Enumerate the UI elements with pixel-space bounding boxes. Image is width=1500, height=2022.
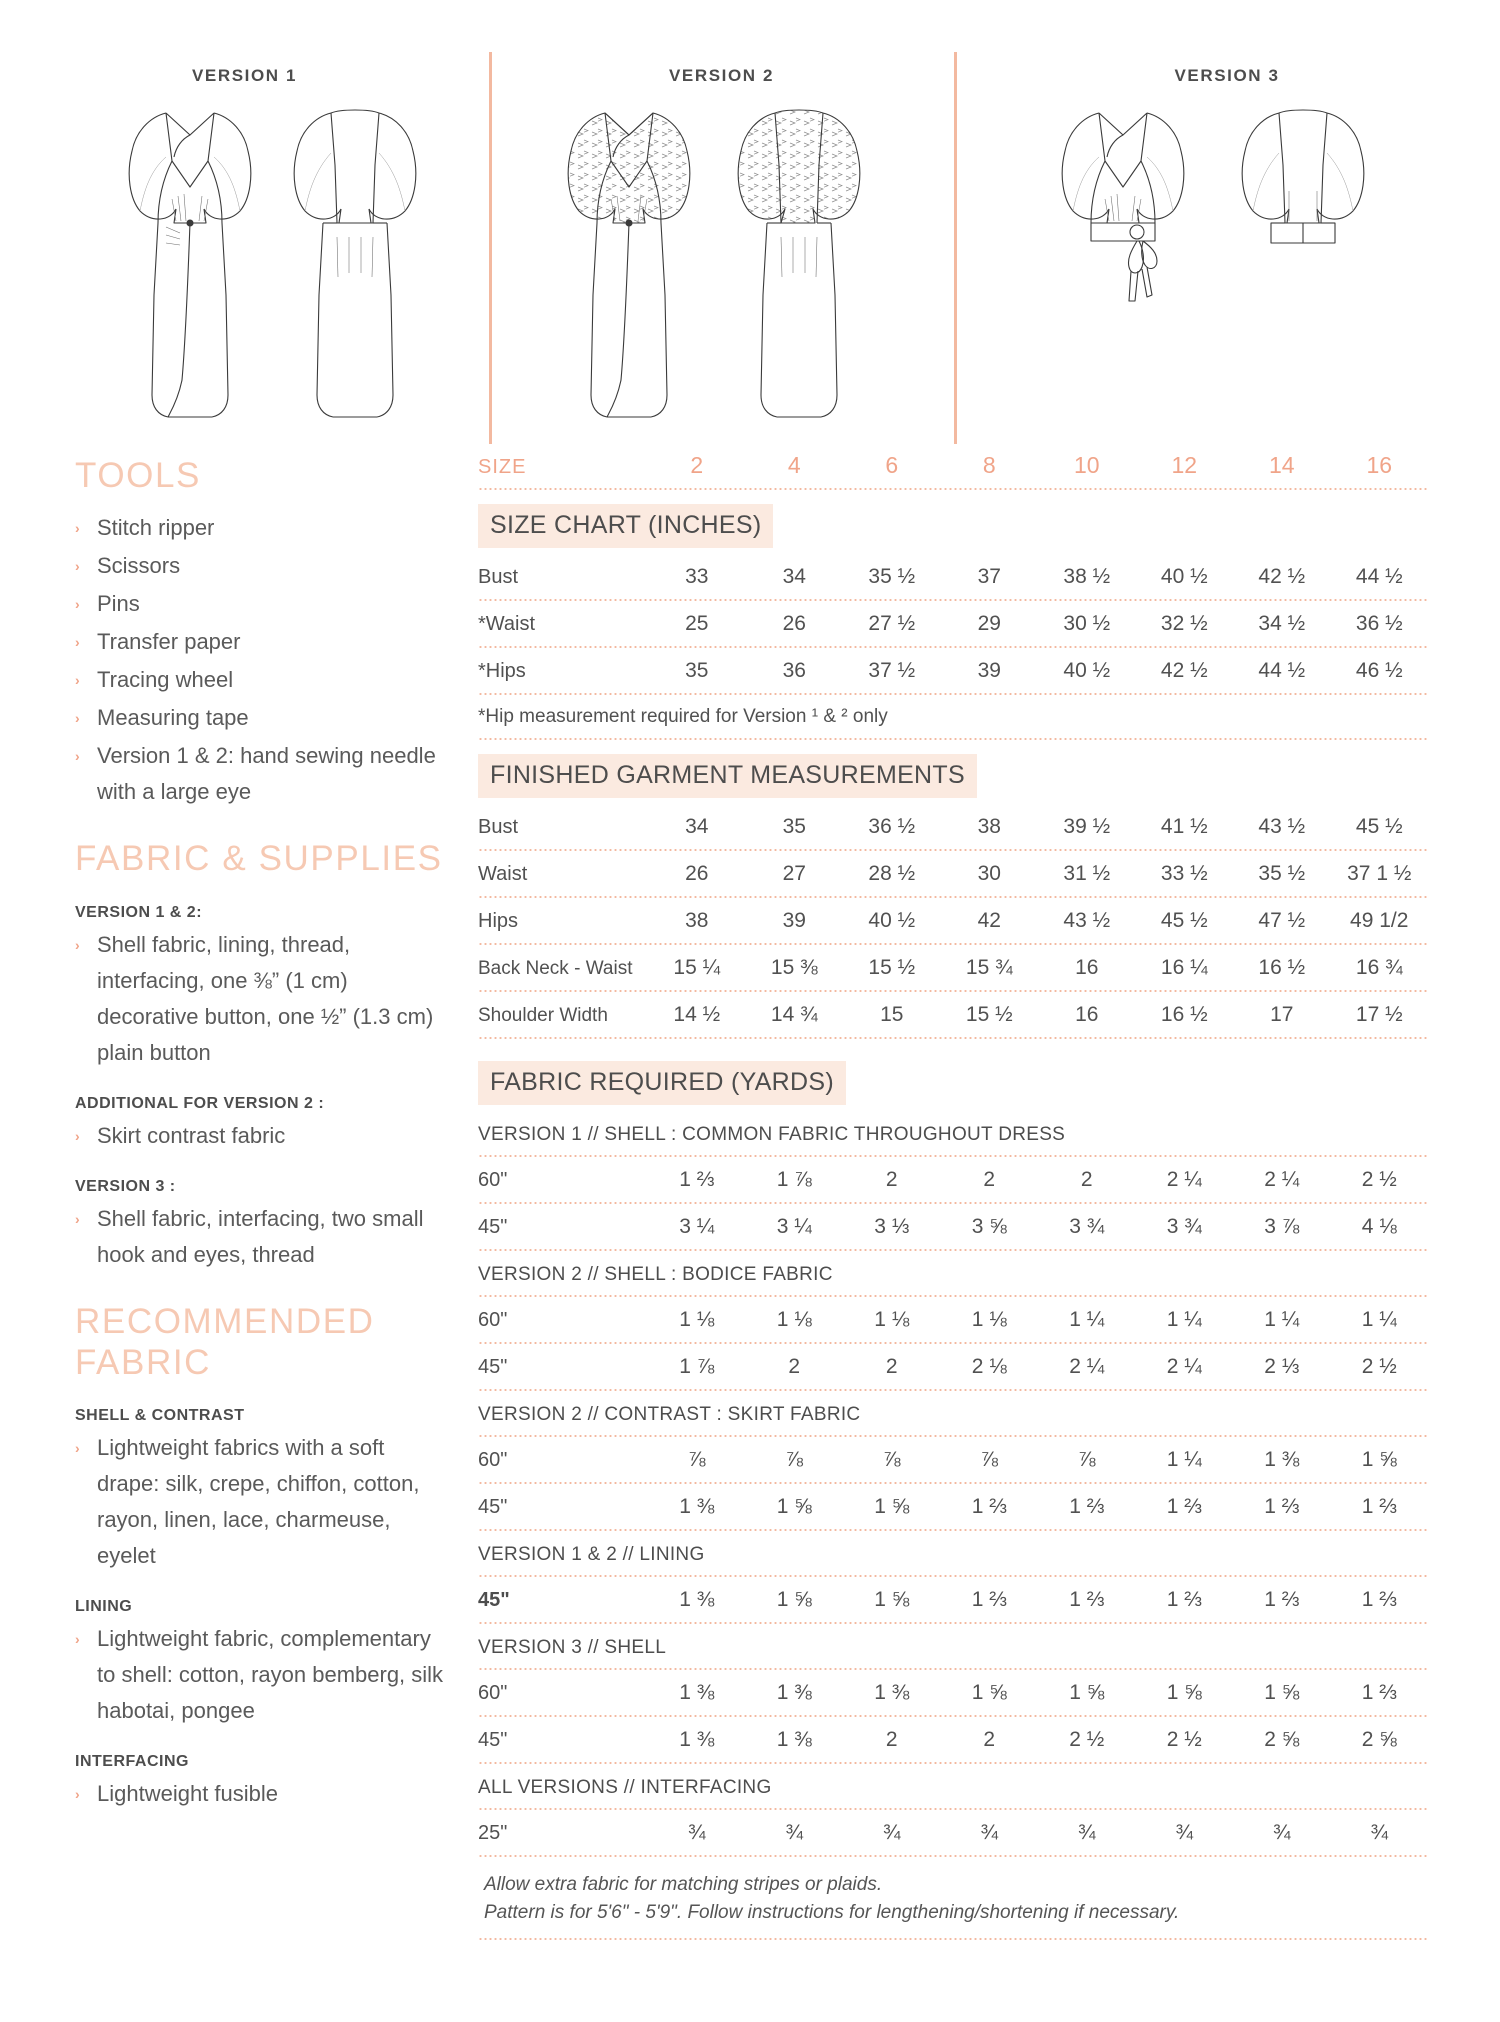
size-column-header: 12 bbox=[1171, 452, 1198, 478]
tools-list bbox=[75, 510, 445, 810]
table-row bbox=[478, 804, 1428, 849]
row-label: 45" bbox=[478, 1496, 508, 1518]
table-cell: 1 ⅔ bbox=[1264, 1588, 1300, 1611]
finished-garment-body bbox=[478, 804, 1428, 1039]
list-item bbox=[75, 548, 445, 584]
table-cell: 43 ½ bbox=[1063, 909, 1111, 932]
table-cell: 25 bbox=[685, 612, 709, 635]
list-item bbox=[75, 700, 445, 736]
table-cell: 2 ¼ bbox=[1264, 1168, 1300, 1191]
table-cell: 2 bbox=[788, 1355, 801, 1378]
size-chart-body bbox=[478, 554, 1428, 695]
table-cell: 14 ½ bbox=[673, 1003, 721, 1026]
list-item-label: Lightweight fabric, complementary to shell: cotton, rayon bemberg, silk habotai, pongee bbox=[97, 1626, 444, 1724]
table-cell: 37 1 ½ bbox=[1347, 862, 1412, 885]
fabric-required-title-band bbox=[478, 1061, 846, 1105]
table-cell: 44 ½ bbox=[1258, 659, 1306, 682]
row-label: 45" bbox=[478, 1729, 508, 1751]
table-cell: 31 ½ bbox=[1063, 862, 1111, 885]
row-label: 60" bbox=[478, 1682, 508, 1704]
list-item-label: Transfer paper bbox=[97, 629, 241, 655]
table-cell: 37 bbox=[977, 565, 1001, 588]
table-cell: 1 ⅜ bbox=[679, 1495, 715, 1518]
table-row bbox=[478, 1437, 1428, 1482]
list-item bbox=[75, 624, 445, 660]
divider bbox=[478, 738, 1428, 740]
table-row bbox=[478, 1670, 1428, 1715]
table-cell: 1 ⅜ bbox=[1264, 1448, 1300, 1471]
table-cell: 41 ½ bbox=[1160, 815, 1208, 838]
table-cell: 29 bbox=[977, 612, 1001, 635]
table-cell: 4 ⅛ bbox=[1361, 1215, 1397, 1238]
table-cell: 47 ½ bbox=[1258, 909, 1306, 932]
table-cell: 1 ⅜ bbox=[776, 1681, 812, 1704]
version-2-back-figure bbox=[719, 95, 879, 425]
version-2-front-figure bbox=[549, 95, 709, 425]
version-2-illustration bbox=[489, 0, 954, 445]
measurement-tables bbox=[478, 452, 1428, 1940]
row-label: 60" bbox=[478, 1309, 508, 1331]
table-cell: 3 ⅝ bbox=[971, 1215, 1007, 1238]
list-item-label: Scissors bbox=[97, 553, 181, 579]
table-cell: 44 ½ bbox=[1355, 565, 1403, 588]
fabric-group-title: VERSION 1 & 2 // LINING bbox=[478, 1544, 705, 1565]
table-cell: 1 ⅝ bbox=[776, 1495, 812, 1518]
row-label: Bust bbox=[478, 566, 519, 588]
table-row bbox=[478, 601, 1428, 646]
table-cell: 2 ½ bbox=[1361, 1168, 1397, 1191]
recommended-fabric-heading: RECOMMENDED FABRIC bbox=[75, 1301, 375, 1382]
chevron-right-icon: › bbox=[75, 936, 80, 953]
table-row bbox=[478, 1157, 1428, 1202]
finished-garment-title: FINISHED GARMENT MEASUREMENTS bbox=[490, 761, 965, 789]
table-row bbox=[478, 1297, 1428, 1342]
finished-garment-title-band bbox=[478, 754, 977, 798]
table-row bbox=[478, 554, 1428, 599]
chevron-right-icon: › bbox=[75, 634, 80, 651]
table-cell: 40 ½ bbox=[868, 909, 916, 932]
table-cell: 1 ⅛ bbox=[679, 1308, 715, 1331]
table-cell: 27 bbox=[782, 862, 806, 885]
list-item bbox=[75, 1776, 445, 1812]
row-label: 60" bbox=[478, 1169, 508, 1191]
table-cell: 2 bbox=[983, 1728, 996, 1751]
size-column-header: 10 bbox=[1073, 452, 1100, 478]
table-cell: 1 ⅔ bbox=[679, 1168, 715, 1191]
chevron-right-icon: › bbox=[75, 1786, 80, 1803]
table-cell: 1 ⅝ bbox=[971, 1681, 1007, 1704]
table-cell: 1 ⅔ bbox=[1361, 1495, 1397, 1518]
table-cell: 2 bbox=[885, 1728, 898, 1751]
table-cell: 46 ½ bbox=[1355, 659, 1403, 682]
table-cell: 1 ⅔ bbox=[971, 1495, 1007, 1518]
version-1-title: VERSION 1 bbox=[191, 66, 298, 85]
table-cell: 2 ½ bbox=[1166, 1728, 1202, 1751]
table-row bbox=[478, 1810, 1428, 1855]
table-cell: ⅞ bbox=[882, 1448, 901, 1471]
size-column-header: 16 bbox=[1366, 452, 1393, 478]
recommended-group-label: LINING bbox=[75, 1598, 133, 1616]
list-item-label: Lightweight fusible bbox=[97, 1781, 279, 1807]
size-chart-title-band bbox=[478, 504, 773, 548]
size-column-header: 2 bbox=[690, 452, 704, 478]
table-cell: 1 ⅝ bbox=[1069, 1681, 1105, 1704]
table-cell: 26 bbox=[782, 612, 806, 635]
version-3-illustration bbox=[954, 0, 1500, 445]
divider bbox=[478, 1938, 1428, 1940]
chevron-right-icon: › bbox=[75, 1631, 80, 1648]
table-cell: 3 ⅞ bbox=[1264, 1215, 1300, 1238]
table-cell: ¾ bbox=[1077, 1821, 1096, 1844]
size-header-label: SIZE bbox=[478, 456, 527, 478]
table-cell: 49 1/2 bbox=[1350, 909, 1409, 932]
table-row bbox=[478, 1204, 1428, 1249]
row-label: *Hips bbox=[478, 660, 526, 682]
table-cell: 1 ⅛ bbox=[874, 1308, 910, 1331]
table-row bbox=[478, 945, 1428, 990]
table-row bbox=[478, 1344, 1428, 1389]
table-cell: 45 ½ bbox=[1160, 909, 1208, 932]
table-cell: 15 ⅜ bbox=[770, 956, 818, 979]
list-item bbox=[75, 662, 445, 698]
fabric-supplies-heading: FABRIC & SUPPLIES bbox=[75, 839, 443, 879]
table-cell: ¾ bbox=[980, 1821, 998, 1844]
row-label: 45" bbox=[478, 1589, 510, 1611]
version-3-title: VERSION 3 bbox=[1174, 66, 1280, 85]
table-cell: 1 ⅝ bbox=[1166, 1681, 1202, 1704]
table-cell: 26 bbox=[685, 862, 709, 885]
table-cell: ⅞ bbox=[785, 1448, 803, 1471]
table-cell: 2 bbox=[885, 1355, 898, 1378]
table-cell: 2 ⅛ bbox=[971, 1355, 1007, 1378]
supplies-group-label: VERSION 3 : bbox=[75, 1177, 176, 1195]
table-cell: 1 ⅝ bbox=[776, 1588, 812, 1611]
divider bbox=[478, 1037, 1428, 1039]
table-cell: ⅞ bbox=[687, 1448, 706, 1471]
table-cell: 1 ¼ bbox=[1264, 1308, 1300, 1331]
table-row bbox=[478, 1717, 1428, 1762]
list-item-label: Measuring tape bbox=[97, 705, 249, 731]
size-column-header: 8 bbox=[982, 452, 996, 478]
table-cell: 15 ¾ bbox=[965, 956, 1013, 979]
table-cell: ¾ bbox=[687, 1821, 706, 1844]
table-cell: 42 ½ bbox=[1258, 565, 1306, 588]
table-cell: ¾ bbox=[1370, 1821, 1388, 1844]
table-cell: 16 ½ bbox=[1258, 956, 1306, 979]
chevron-right-icon: › bbox=[75, 1210, 80, 1227]
chevron-right-icon: › bbox=[75, 1440, 80, 1457]
table-cell: 33 ½ bbox=[1160, 862, 1208, 885]
table-cell: 35 bbox=[685, 659, 709, 682]
list-item-label: Version 1 & 2: hand sewing needle with a large eye bbox=[97, 743, 436, 805]
table-cell: 14 ¾ bbox=[770, 1003, 818, 1026]
table-cell: 1 ⅔ bbox=[1069, 1495, 1105, 1518]
table-cell: 1 ⅛ bbox=[776, 1308, 812, 1331]
fabric-group-title: VERSION 1 // SHELL : COMMON FABRIC THROUGHOUT DRESS bbox=[478, 1124, 1066, 1145]
version-3-back-figure bbox=[1219, 95, 1389, 325]
list-item bbox=[75, 510, 445, 546]
row-label: Hips bbox=[478, 910, 519, 932]
table-cell: 1 ¼ bbox=[1166, 1308, 1202, 1331]
table-cell: 32 ½ bbox=[1160, 612, 1208, 635]
illustration-band bbox=[0, 0, 1500, 445]
version-3-front-figure bbox=[1039, 95, 1209, 325]
table-cell: 1 ⅜ bbox=[679, 1588, 715, 1611]
version-1-front-figure bbox=[110, 95, 270, 425]
sidebar bbox=[75, 455, 445, 1814]
version-1-back-figure bbox=[275, 95, 435, 425]
table-cell: 1 ⅛ bbox=[971, 1308, 1007, 1331]
hip-note: *Hip measurement required for Version ¹ & ² only bbox=[478, 706, 888, 727]
list-item-label: Stitch ripper bbox=[97, 515, 215, 541]
list-item bbox=[75, 1430, 445, 1574]
table-cell: 1 ¼ bbox=[1069, 1308, 1105, 1331]
table-cell: 39 ½ bbox=[1063, 815, 1111, 838]
row-label: Back Neck - Waist bbox=[478, 958, 633, 979]
chevron-right-icon: › bbox=[75, 672, 80, 689]
row-label: *Waist bbox=[478, 613, 536, 635]
table-cell: 1 ⅝ bbox=[874, 1495, 910, 1518]
fabric-footnote: Allow extra fabric for matching stripes or plaids. Pattern is for 5'6" - 5'9". Follow instructions for lengthening/shortening if necessary. bbox=[484, 1874, 1180, 1923]
table-cell: 3 ⅓ bbox=[874, 1215, 910, 1238]
table-cell: 1 ⅔ bbox=[1264, 1495, 1300, 1518]
list-item-label: Shell fabric, lining, thread, interfacing, one ⅜” (1 cm) decorative button, one ½” (1.3 cm) plain button bbox=[97, 931, 434, 1065]
table-cell: 42 ½ bbox=[1160, 659, 1208, 682]
fabric-group-title: VERSION 3 // SHELL bbox=[478, 1637, 667, 1658]
table-cell: ¾ bbox=[785, 1821, 803, 1844]
table-cell: 2 ⅝ bbox=[1361, 1728, 1397, 1751]
table-cell: 36 ½ bbox=[1355, 612, 1403, 635]
list-item-label: Shell fabric, interfacing, two small hook and eyes, thread bbox=[97, 1205, 424, 1267]
table-cell: 15 ½ bbox=[868, 956, 916, 979]
list-item-label: Skirt contrast fabric bbox=[97, 1122, 286, 1148]
table-cell: 30 bbox=[977, 862, 1001, 885]
table-cell: 27 ½ bbox=[868, 612, 916, 635]
supplies-group-label: VERSION 1 & 2: bbox=[75, 903, 203, 921]
table-cell: 1 ⅝ bbox=[1264, 1681, 1300, 1704]
table-cell: 1 ⅞ bbox=[776, 1168, 812, 1191]
fabric-required-body bbox=[478, 1111, 1428, 1857]
table-cell: 35 ½ bbox=[1258, 862, 1306, 885]
divider bbox=[478, 488, 1428, 490]
table-cell: ⅞ bbox=[1077, 1448, 1096, 1471]
table-cell: 1 ⅔ bbox=[1166, 1588, 1202, 1611]
size-column-header: 14 bbox=[1268, 452, 1295, 478]
tools-heading: TOOLS bbox=[75, 456, 202, 495]
table-cell: 2 bbox=[983, 1168, 996, 1191]
row-label: 45" bbox=[478, 1356, 508, 1378]
table-cell: 45 ½ bbox=[1355, 815, 1403, 838]
row-label: 25" bbox=[478, 1822, 508, 1844]
table-cell: 16 bbox=[1075, 956, 1099, 979]
list-item bbox=[75, 927, 445, 1071]
table-cell: 28 ½ bbox=[868, 862, 916, 885]
table-cell: 38 ½ bbox=[1063, 565, 1111, 588]
row-label: Bust bbox=[478, 816, 519, 838]
table-cell: 43 ½ bbox=[1258, 815, 1306, 838]
size-column-header: 6 bbox=[885, 452, 899, 478]
table-cell: 16 ½ bbox=[1160, 1003, 1208, 1026]
table-cell: 1 ⅔ bbox=[1361, 1588, 1397, 1611]
chevron-right-icon: › bbox=[75, 748, 80, 765]
table-cell: 1 ⅔ bbox=[1069, 1588, 1105, 1611]
table-cell: 3 ¼ bbox=[679, 1215, 715, 1238]
table-cell: 1 ⅔ bbox=[1166, 1495, 1202, 1518]
list-item-label: Pins bbox=[97, 591, 140, 617]
table-cell: ¾ bbox=[1272, 1821, 1291, 1844]
row-label: Shoulder Width bbox=[478, 1005, 608, 1026]
chevron-right-icon: › bbox=[75, 520, 80, 537]
table-row bbox=[478, 851, 1428, 896]
list-item bbox=[75, 1621, 445, 1729]
fabric-group-title: ALL VERSIONS // INTERFACING bbox=[478, 1777, 772, 1798]
version-2-title: VERSION 2 bbox=[668, 66, 775, 85]
table-cell: 3 ¾ bbox=[1069, 1215, 1105, 1238]
table-row bbox=[478, 1484, 1428, 1529]
table-cell: ¾ bbox=[882, 1821, 901, 1844]
table-cell: 15 bbox=[880, 1003, 904, 1026]
table-cell: 36 ½ bbox=[868, 815, 916, 838]
list-item bbox=[75, 586, 445, 622]
table-cell: 34 bbox=[685, 815, 709, 838]
list-item bbox=[75, 1118, 445, 1154]
table-cell: 2 ¼ bbox=[1069, 1355, 1105, 1378]
table-cell: 40 ½ bbox=[1063, 659, 1111, 682]
table-cell: 17 bbox=[1270, 1003, 1294, 1026]
table-cell: 34 bbox=[782, 565, 806, 588]
table-cell: 2 bbox=[885, 1168, 898, 1191]
fabric-group-title: VERSION 2 // SHELL : BODICE FABRIC bbox=[478, 1264, 833, 1285]
recommended-group-label: SHELL & CONTRAST bbox=[75, 1407, 245, 1425]
size-header-row bbox=[478, 452, 1428, 488]
table-cell: 36 bbox=[782, 659, 806, 682]
version-1-illustration bbox=[0, 0, 489, 445]
row-label: 60" bbox=[478, 1449, 508, 1471]
table-cell: 2 ⅝ bbox=[1264, 1728, 1300, 1751]
table-cell: 16 ¼ bbox=[1160, 956, 1208, 979]
table-cell: 1 ⅜ bbox=[679, 1728, 715, 1751]
list-item-label: Tracing wheel bbox=[97, 667, 234, 693]
footnotes bbox=[478, 1857, 1428, 1938]
table-row bbox=[478, 992, 1428, 1037]
table-cell: 35 ½ bbox=[868, 565, 916, 588]
table-cell: 35 bbox=[782, 815, 806, 838]
table-row bbox=[478, 648, 1428, 693]
table-cell: 1 ¼ bbox=[1166, 1448, 1202, 1471]
table-cell: 34 ½ bbox=[1258, 612, 1306, 635]
list-item bbox=[75, 738, 445, 810]
table-row bbox=[478, 1577, 1428, 1622]
fabric-required-title: FABRIC REQUIRED (YARDS) bbox=[490, 1068, 834, 1096]
table-cell: 1 ⅜ bbox=[679, 1681, 715, 1704]
table-cell: 2 ¼ bbox=[1166, 1168, 1202, 1191]
table-cell: 33 bbox=[685, 565, 709, 588]
row-label: Waist bbox=[478, 863, 528, 885]
table-cell: 1 ⅜ bbox=[874, 1681, 910, 1704]
table-cell: ¾ bbox=[1175, 1821, 1193, 1844]
chevron-right-icon: › bbox=[75, 1127, 80, 1144]
table-cell: 3 ¾ bbox=[1166, 1215, 1202, 1238]
table-cell: 2 ½ bbox=[1069, 1728, 1105, 1751]
recommended-group-label: INTERFACING bbox=[75, 1753, 189, 1771]
table-cell: 16 ¾ bbox=[1355, 956, 1403, 979]
size-column-header: 4 bbox=[787, 452, 801, 478]
table-cell: 16 bbox=[1075, 1003, 1099, 1026]
table-cell: 1 ¼ bbox=[1361, 1308, 1397, 1331]
table-cell: 37 ½ bbox=[868, 659, 916, 682]
chevron-right-icon: › bbox=[75, 596, 80, 613]
table-cell: 2 bbox=[1080, 1168, 1093, 1191]
table-cell: 2 ¼ bbox=[1166, 1355, 1202, 1378]
table-cell: 30 ½ bbox=[1063, 612, 1111, 635]
table-cell: 17 ½ bbox=[1355, 1003, 1403, 1026]
supplies-group-label: ADDITIONAL FOR VERSION 2 : bbox=[75, 1094, 325, 1112]
fabric-group-title: VERSION 2 // CONTRAST : SKIRT FABRIC bbox=[478, 1404, 861, 1425]
table-cell: 39 bbox=[782, 909, 806, 932]
table-row bbox=[478, 898, 1428, 943]
table-cell: 15 ¼ bbox=[673, 956, 721, 979]
chevron-right-icon: › bbox=[75, 710, 80, 727]
table-cell: 42 bbox=[977, 909, 1001, 932]
size-chart-title: SIZE CHART (INCHES) bbox=[490, 511, 762, 539]
table-cell: 1 ⅝ bbox=[1361, 1448, 1397, 1471]
table-cell: 38 bbox=[685, 909, 709, 932]
list-item-label: Lightweight fabrics with a soft drape: silk, crepe, chiffon, cotton, rayon, linen, lace, charmeuse, eyelet bbox=[97, 1435, 420, 1569]
table-cell: 1 ⅝ bbox=[874, 1588, 910, 1611]
table-cell: ⅞ bbox=[980, 1448, 998, 1471]
table-cell: 15 ½ bbox=[965, 1003, 1013, 1026]
table-cell: 1 ⅜ bbox=[776, 1728, 812, 1751]
table-cell: 39 bbox=[977, 659, 1001, 682]
table-cell: 1 ⅔ bbox=[971, 1588, 1007, 1611]
table-cell: 38 bbox=[977, 815, 1001, 838]
table-cell: 1 ⅞ bbox=[679, 1355, 715, 1378]
list-item bbox=[75, 1201, 445, 1273]
row-label: 45" bbox=[478, 1216, 508, 1238]
chevron-right-icon: › bbox=[75, 558, 80, 575]
table-cell: 2 ⅓ bbox=[1264, 1355, 1300, 1378]
table-cell: 2 ½ bbox=[1361, 1355, 1397, 1378]
table-cell: 40 ½ bbox=[1160, 565, 1208, 588]
table-cell: 1 ⅔ bbox=[1361, 1681, 1397, 1704]
table-cell: 3 ¼ bbox=[776, 1215, 812, 1238]
